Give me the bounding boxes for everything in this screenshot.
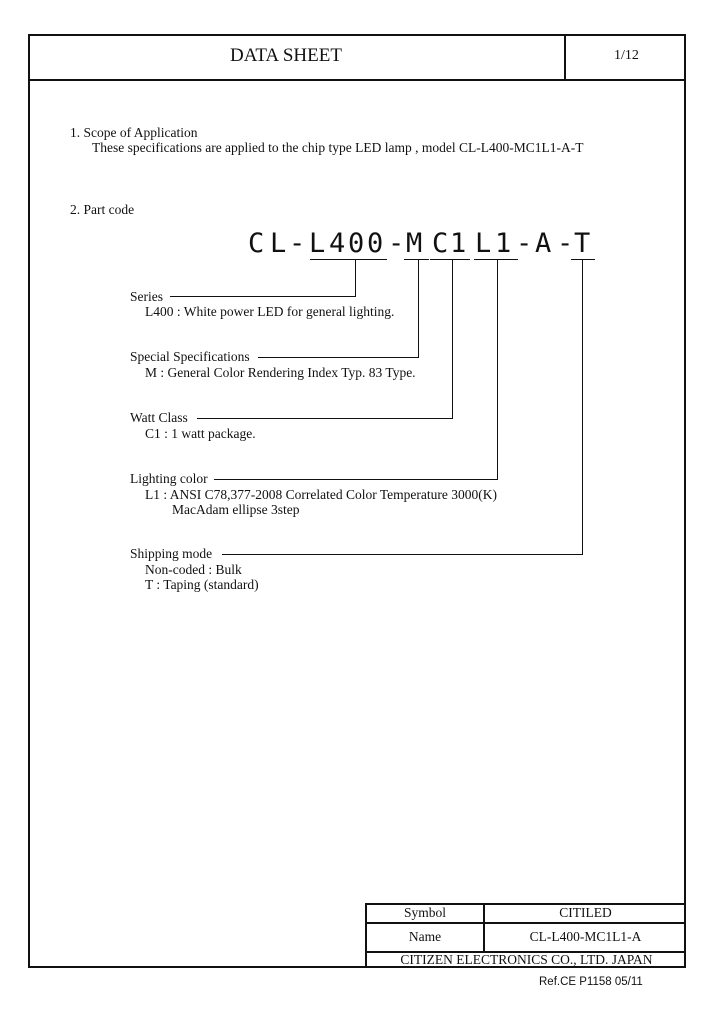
code-char: 4: [329, 228, 346, 259]
underline-color: [474, 259, 518, 260]
section-scope-text: These specifications are applied to the chip type LED lamp , model CL-L400-MC1L1-A-T: [92, 140, 584, 155]
code-char: L: [309, 228, 326, 259]
code-char: -: [516, 228, 533, 259]
legend-series-line: L400 : White power LED for general lighting.: [145, 304, 395, 319]
leader-watt-v: [452, 260, 453, 418]
leader-shipping-h: [222, 554, 583, 555]
leader-series-h: [170, 296, 356, 297]
legend-color-line: MacAdam ellipse 3step: [172, 502, 300, 517]
underline-special: [404, 259, 429, 260]
leader-watt-h: [197, 418, 453, 419]
leader-shipping-v: [582, 260, 583, 554]
code-char: C: [248, 228, 265, 259]
section-partcode-heading: 2. Part code: [70, 202, 135, 217]
underline-series: [310, 259, 387, 260]
code-char: 0: [367, 228, 384, 259]
code-char: -: [557, 228, 574, 259]
legend-watt-title: Watt Class: [130, 410, 188, 425]
legend-shipping-title: Shipping mode: [130, 546, 213, 561]
document-title: DATA SHEET: [230, 45, 342, 66]
underline-watt: [430, 259, 470, 260]
leader-color-v: [497, 260, 498, 479]
name-label: Name: [408, 929, 442, 944]
name-value: CL-L400-MC1L1-A: [529, 929, 642, 944]
leader-special-h: [258, 357, 419, 358]
page-number: 1/12: [614, 48, 639, 63]
legend-shipping-line: T : Taping (standard): [145, 577, 259, 592]
code-char: C: [432, 228, 449, 259]
code-char: 1: [495, 228, 512, 259]
code-char: 1: [450, 228, 467, 259]
header-separator: [564, 34, 566, 80]
code-char: T: [574, 228, 591, 259]
legend-watt-line: C1 : 1 watt package.: [145, 426, 256, 441]
code-char: A: [535, 228, 552, 259]
legend-color-title: Lighting color: [130, 471, 208, 486]
code-char: M: [406, 228, 423, 259]
code-char: -: [388, 228, 405, 259]
header-divider: [28, 79, 686, 81]
underline-shipping: [571, 259, 595, 260]
section-scope-heading: 1. Scope of Application: [70, 125, 198, 140]
code-char: L: [475, 228, 492, 259]
legend-special-line: M : General Color Rendering Index Typ. 83 Type.: [145, 365, 416, 380]
legend-color-line: L1 : ANSI C78,377-2008 Correlated Color Temperature 3000(K): [145, 487, 497, 502]
legend-shipping-line: Non-coded : Bulk: [145, 562, 242, 577]
table-row-divider: [367, 922, 686, 924]
reference-code: Ref.CE P1158 05/11: [539, 976, 643, 988]
legend-special-title: Special Specifications: [130, 349, 250, 364]
code-char: 0: [348, 228, 365, 259]
title-block-table: [365, 903, 686, 968]
company-name: CITIZEN ELECTRONICS CO., LTD. JAPAN: [400, 952, 653, 967]
code-char: L: [270, 228, 287, 259]
code-char: -: [289, 228, 306, 259]
symbol-value: CITILED: [559, 905, 612, 920]
legend-series-title: Series: [130, 289, 163, 304]
leader-color-h: [214, 479, 498, 480]
leader-series-v: [355, 260, 356, 296]
leader-special-v: [418, 260, 419, 357]
symbol-label: Symbol: [403, 905, 446, 920]
